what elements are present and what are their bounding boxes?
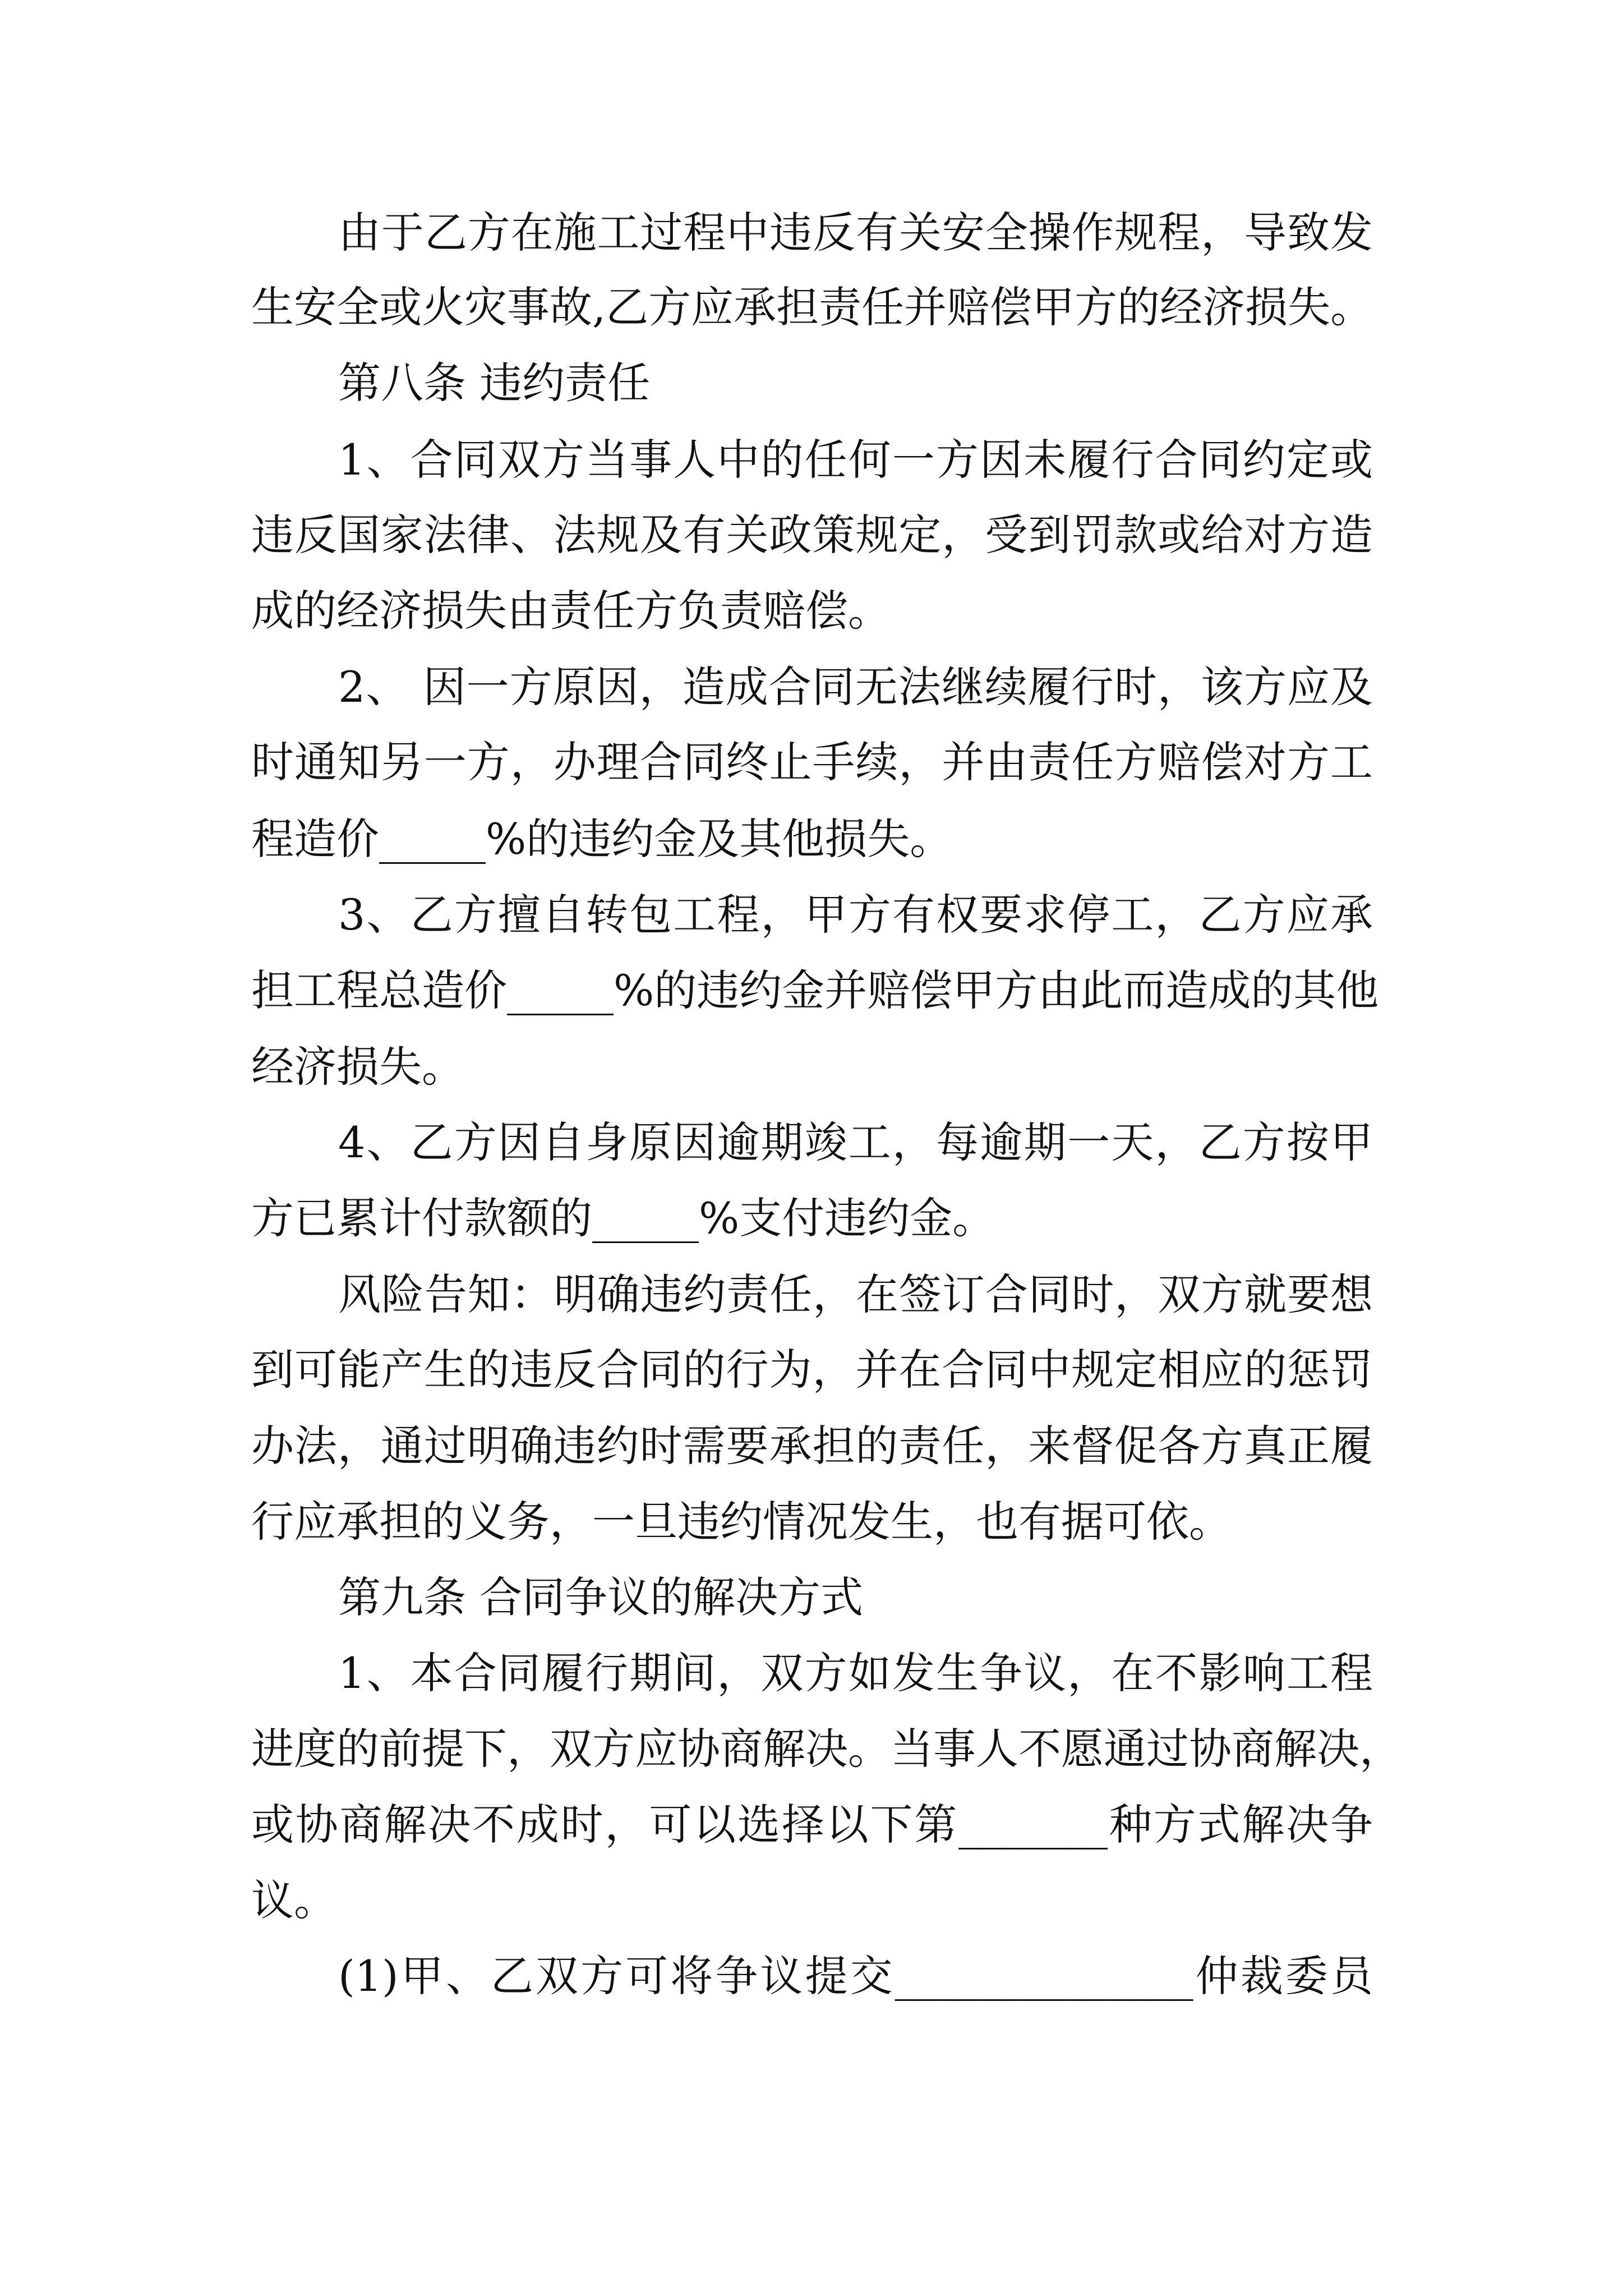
paragraph-line: 1、合同双方当事人中的任何一方因未履行合同约定或 <box>338 435 1373 485</box>
paragraph-line: 办法，通过明确违约时需要承担的责任，来督促各方真正履 <box>251 1421 1373 1471</box>
paragraph-line: 1、本合同履行期间，双方如发生争议，在不影响工程 <box>338 1648 1373 1698</box>
paragraph-line: 议。 <box>251 1875 336 1925</box>
paragraph-line: 2、 因一方原因，造成合同无法继续履行时，该方应及 <box>338 662 1373 712</box>
paragraph-line: 经济损失。 <box>251 1042 464 1092</box>
paragraph-line: 由于乙方在施工过程中违反有关安全操作规程，导致发 <box>338 208 1373 257</box>
paragraph-line: 方已累计付款额的_____%支付违约金。 <box>251 1193 995 1243</box>
paragraph-line: 程造价_____%的违约金及其他损失。 <box>251 814 953 864</box>
paragraph-line: 行应承担的义务，一旦违约情况发生，也有据可依。 <box>251 1497 1232 1547</box>
section-heading: 第九条 合同争议的解决方式 <box>338 1572 864 1622</box>
paragraph-line: (1)甲、乙双方可将争议提交______________仲裁委员 <box>338 1951 1373 2001</box>
paragraph-line: 生安全或火灾事故,乙方应承担责任并赔偿甲方的经济损失。 <box>251 282 1373 332</box>
paragraph-line: 3、乙方擅自转包工程，甲方有权要求停工，乙方应承 <box>338 890 1373 940</box>
paragraph-line: 违反国家法律、法规及有关政策规定，受到罚款或给对方造 <box>251 510 1373 560</box>
paragraph-line: 风险告知：明确违约责任，在签订合同时，双方就要想 <box>338 1269 1373 1319</box>
paragraph-line: 或协商解决不成时，可以选择以下第_______种方式解决争 <box>251 1800 1373 1849</box>
section-heading: 第八条 违约责任 <box>338 358 651 408</box>
paragraph-line: 4、乙方因自身原因逾期竣工，每逾期一天，乙方按甲 <box>338 1117 1373 1167</box>
paragraph-line: 成的经济损失由责任方负责赔偿。 <box>251 586 891 636</box>
paragraph-line: 进度的前提下，双方应协商解决。当事人不愿通过协商解决， <box>251 1724 1402 1774</box>
paragraph-line: 担工程总造价_____%的违约金并赔偿甲方由此而造成的其他 <box>251 965 1379 1015</box>
paragraph-line: 到可能产生的违反合同的行为，并在合同中规定相应的惩罚 <box>251 1345 1373 1395</box>
paragraph-line: 时通知另一方，办理合同终止手续，并由责任方赔偿对方工 <box>251 737 1373 787</box>
